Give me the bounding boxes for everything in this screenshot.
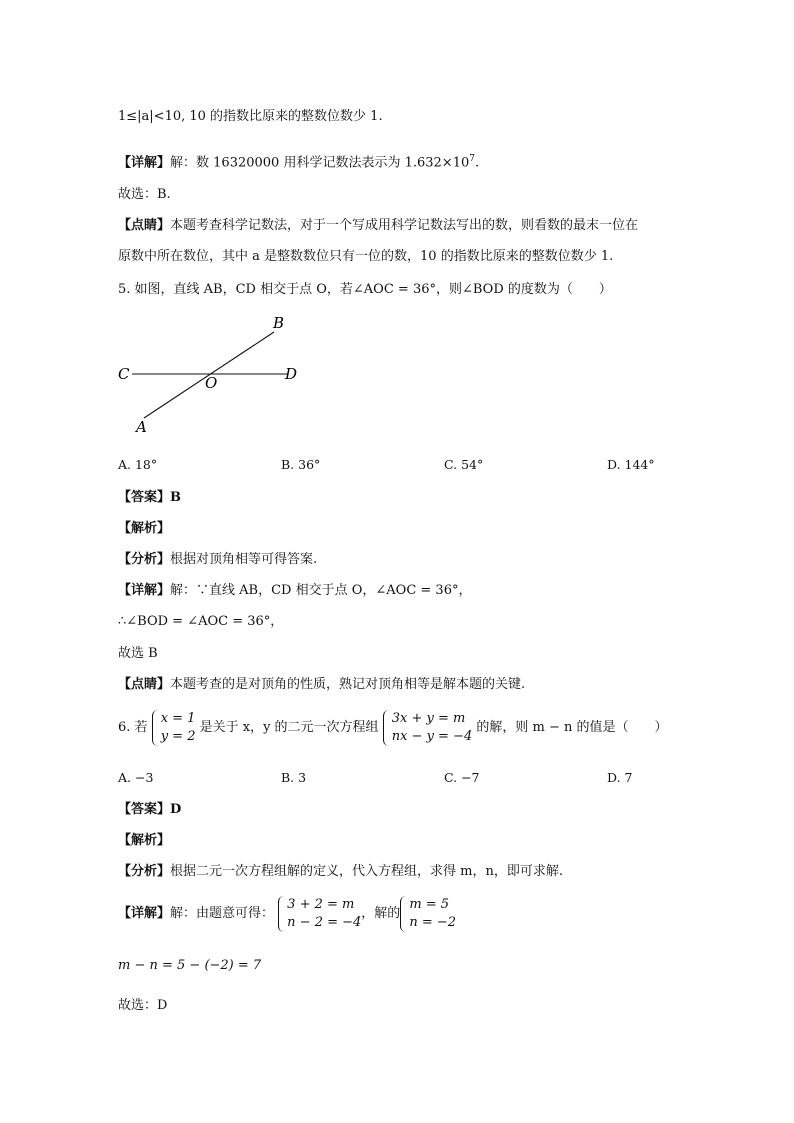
section-tag: 【分析】	[118, 552, 171, 567]
answer-line: 【答案】B	[118, 490, 181, 505]
equation-row: y = 2	[160, 728, 196, 744]
option-b: B. 3	[281, 770, 307, 785]
equation-row: 3 + 2 = m	[287, 896, 355, 912]
label-d: D	[285, 365, 298, 383]
exponent: 7	[469, 154, 475, 164]
equation-system	[152, 710, 196, 746]
text-line	[118, 551, 317, 569]
text-line	[118, 894, 456, 934]
text-line: 故选 B	[118, 646, 158, 661]
label-c: C	[118, 365, 130, 383]
text-span: ，解的	[361, 906, 401, 921]
text-span: 根据二元一次方程组解的定义，代入方程组，求得 m，n，即可求解.	[170, 864, 563, 879]
text-line	[118, 217, 638, 235]
text-line: 1≤|a|<10, 10 的指数比原来的整数位数少 1.	[118, 109, 383, 124]
equation-system	[400, 896, 456, 932]
calculation-line: m − n = 5 − (−2) = 7	[118, 958, 262, 973]
label-b: B	[273, 314, 285, 332]
equation-row: m = 5	[409, 896, 450, 912]
question-number: 6. 若	[118, 720, 148, 735]
equation-system	[278, 896, 361, 932]
question-stem: 5. 如图，直线 AB，CD 相交于点 O，若∠AOC = 36°，则∠BOD 的度数为（ ）	[118, 282, 612, 297]
section-tag: 【点睛】	[118, 677, 171, 692]
text-span: .	[474, 155, 480, 171]
text-line	[118, 863, 563, 881]
label-o: O	[205, 374, 218, 392]
text-line: 原数中所在数位，其中 a 是整数数位只有一位的数，10 的指数比原来的整数位数少 1.	[118, 249, 614, 264]
text-line	[118, 582, 471, 600]
option-d: D. 144°	[607, 457, 655, 472]
text-span: 的解，则 m − n 的值是（ ）	[476, 720, 668, 735]
analysis-heading: 【解析】	[118, 833, 171, 848]
text-span: 解：由题意可得：	[170, 906, 275, 921]
option-b: B. 36°	[281, 457, 321, 472]
option-c: C. 54°	[444, 457, 484, 472]
question-stem	[118, 708, 668, 748]
option-c: C. −7	[444, 770, 480, 785]
text-line	[118, 150, 479, 172]
option-a: A. 18°	[118, 457, 158, 472]
section-tag: 【分析】	[118, 864, 171, 879]
text-span: 解：∵直线 AB，CD 相交于点 O，∠AOC = 36°，	[170, 583, 472, 598]
equation-row: x = 1	[160, 710, 196, 726]
text-line: ∴∠BOD = ∠AOC = 36°，	[118, 614, 284, 629]
text-span: 根据对顶角相等可得答案.	[170, 552, 318, 567]
equation-row: 3x + y = m	[391, 710, 466, 726]
brace-icon	[152, 710, 160, 746]
option-a: A. −3	[118, 770, 154, 785]
brace-icon	[383, 710, 391, 746]
section-tag: 【详解】	[118, 155, 171, 171]
text-span: 本题考查的是对顶角的性质，熟记对顶角相等是解本题的关键.	[170, 677, 526, 692]
equation-row: n = −2	[409, 914, 457, 930]
answer-line: 【答案】D	[118, 802, 182, 817]
analysis-heading: 【解析】	[118, 521, 171, 536]
text-span: 本题考查科学记数法，对于一个写成用科学记数法写出的数，则看数的最末一位在	[170, 218, 639, 233]
label-a: A	[136, 418, 147, 436]
brace-icon	[278, 896, 286, 932]
intersecting-lines-figure	[112, 308, 312, 438]
equation-row: nx − y = −4	[391, 728, 473, 744]
section-tag: 【详解】	[118, 906, 171, 921]
text-line: 故选：B.	[118, 187, 171, 202]
text-line	[118, 676, 525, 694]
section-tag: 【详解】	[118, 583, 171, 598]
option-d: D. 7	[607, 770, 633, 785]
equation-system	[383, 710, 473, 746]
text-span: 解：数 16320000 用科学记数法表示为 1.632×10	[170, 155, 470, 171]
equation-row: n − 2 = −4	[287, 914, 362, 930]
brace-icon	[400, 896, 408, 932]
text-span: 是关于 x，y 的二元一次方程组	[199, 720, 379, 735]
section-tag: 【点睛】	[118, 218, 171, 233]
text-line: 故选：D	[118, 998, 168, 1013]
